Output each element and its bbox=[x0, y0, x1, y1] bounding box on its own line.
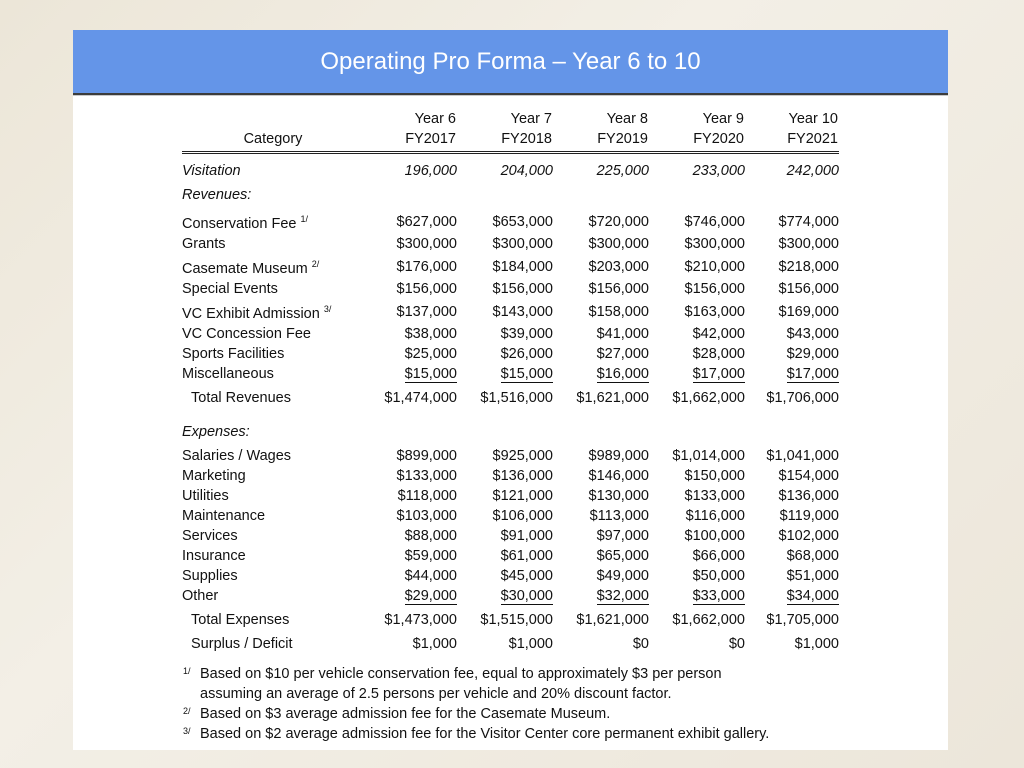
value-cell: $1,041,000 bbox=[766, 448, 839, 464]
value-cell: $300,000 bbox=[492, 236, 553, 252]
row-label: Total Expenses bbox=[191, 612, 290, 628]
value-cell: $146,000 bbox=[588, 468, 649, 484]
value-cell: $746,000 bbox=[684, 213, 745, 230]
year-header: Year 10 bbox=[788, 111, 838, 127]
row-label: Sports Facilities bbox=[182, 346, 285, 362]
footnote-text: Based on $3 average admission fee for the Casemate Museum. bbox=[200, 706, 611, 722]
value-cell: $1,474,000 bbox=[384, 390, 457, 406]
value-cell: $15,000 bbox=[404, 366, 457, 382]
header-fy-row bbox=[182, 130, 839, 150]
row-label: Surplus / Deficit bbox=[191, 636, 293, 652]
value-cell: $300,000 bbox=[588, 236, 649, 252]
value-cell: $68,000 bbox=[786, 548, 839, 564]
value-cell: $137,000 bbox=[396, 303, 457, 320]
section-heading-expenses bbox=[182, 422, 839, 442]
value-cell: $65,000 bbox=[596, 548, 649, 564]
year-header: Year 6 bbox=[414, 111, 456, 127]
value-cell: $106,000 bbox=[492, 508, 553, 524]
row-label: Supplies bbox=[182, 568, 238, 584]
value-cell: $203,000 bbox=[588, 258, 649, 275]
value-cell: $29,000 bbox=[786, 346, 839, 362]
year-header: Year 7 bbox=[510, 111, 552, 127]
value-cell: $156,000 bbox=[396, 281, 457, 297]
table-row bbox=[182, 446, 839, 466]
row-label: Services bbox=[182, 528, 238, 544]
value-cell: $1,000 bbox=[794, 636, 839, 652]
value-cell: $61,000 bbox=[500, 548, 553, 564]
section-heading-revenues bbox=[182, 185, 839, 205]
table-row bbox=[182, 566, 839, 586]
value-cell: $1,473,000 bbox=[384, 612, 457, 628]
table-row bbox=[182, 344, 839, 364]
value-cell: $899,000 bbox=[396, 448, 457, 464]
footnote-marker: 3/ bbox=[323, 304, 332, 314]
table-row bbox=[182, 546, 839, 566]
value-cell: $29,000 bbox=[404, 588, 457, 604]
value-cell: $300,000 bbox=[778, 236, 839, 252]
value-cell: $184,000 bbox=[492, 258, 553, 275]
value-cell: $42,000 bbox=[692, 326, 745, 342]
row-label: Utilities bbox=[182, 488, 229, 504]
value-cell: $1,621,000 bbox=[576, 390, 649, 406]
value-cell: $88,000 bbox=[404, 528, 457, 544]
table-row bbox=[182, 209, 839, 234]
value-cell: $102,000 bbox=[778, 528, 839, 544]
footnote-mark: 2/ bbox=[183, 706, 191, 716]
table-row bbox=[182, 526, 839, 546]
total-revenues-row bbox=[182, 388, 839, 408]
table-row bbox=[182, 466, 839, 486]
value-cell: $1,515,000 bbox=[480, 612, 553, 628]
slide bbox=[73, 30, 948, 750]
value-cell: $16,000 bbox=[596, 366, 649, 382]
row-label: VC Exhibit Admission bbox=[182, 306, 320, 322]
value-cell: $300,000 bbox=[684, 236, 745, 252]
value-cell: $51,000 bbox=[786, 568, 839, 584]
fiscal-year-header: FY2018 bbox=[501, 131, 552, 147]
footnote-marker: 1/ bbox=[300, 214, 308, 224]
value-cell: $34,000 bbox=[786, 588, 839, 604]
value-cell: $17,000 bbox=[786, 366, 839, 382]
row-label: Marketing bbox=[182, 468, 246, 484]
section-label: Revenues: bbox=[182, 187, 252, 203]
value-cell: $17,000 bbox=[692, 366, 745, 382]
total-expenses-row bbox=[182, 610, 839, 630]
footnote-mark: 3/ bbox=[183, 726, 191, 736]
table-row bbox=[182, 279, 839, 299]
value-cell: $156,000 bbox=[492, 281, 553, 297]
value-cell: 204,000 bbox=[500, 163, 553, 179]
value-cell: $163,000 bbox=[684, 303, 745, 320]
row-label: VC Concession Fee bbox=[182, 326, 311, 342]
value-cell: $774,000 bbox=[778, 213, 839, 230]
footnote bbox=[183, 724, 903, 744]
value-cell: $156,000 bbox=[778, 281, 839, 297]
value-cell: 196,000 bbox=[404, 163, 457, 179]
value-cell: $720,000 bbox=[588, 213, 649, 230]
value-cell: $0 bbox=[632, 636, 649, 652]
value-cell: $154,000 bbox=[778, 468, 839, 484]
table-row bbox=[182, 364, 839, 384]
section-label: Expenses: bbox=[182, 424, 250, 440]
value-cell: $66,000 bbox=[692, 548, 745, 564]
value-cell: $44,000 bbox=[404, 568, 457, 584]
value-cell: $33,000 bbox=[692, 588, 745, 604]
value-cell: $210,000 bbox=[684, 258, 745, 275]
value-cell: $91,000 bbox=[500, 528, 553, 544]
value-cell: $27,000 bbox=[596, 346, 649, 362]
footnote-mark: 1/ bbox=[183, 666, 191, 676]
value-cell: $103,000 bbox=[396, 508, 457, 524]
value-cell: $143,000 bbox=[492, 303, 553, 320]
value-cell: $218,000 bbox=[778, 258, 839, 275]
value-cell: $50,000 bbox=[692, 568, 745, 584]
value-cell: $43,000 bbox=[786, 326, 839, 342]
row-label: Grants bbox=[182, 236, 226, 252]
title-bar bbox=[73, 30, 948, 95]
value-cell: 233,000 bbox=[692, 163, 745, 179]
table-row bbox=[182, 234, 839, 254]
table-row bbox=[182, 299, 839, 324]
value-cell: $1,662,000 bbox=[672, 390, 745, 406]
footnote bbox=[183, 664, 903, 684]
value-cell: $1,662,000 bbox=[672, 612, 745, 628]
row-label: Other bbox=[182, 588, 219, 604]
slide-title: Operating Pro Forma – Year 6 to 10 bbox=[320, 48, 701, 75]
value-cell: $156,000 bbox=[588, 281, 649, 297]
row-label: Special Events bbox=[182, 281, 278, 297]
value-cell: $627,000 bbox=[396, 213, 457, 230]
value-cell: $119,000 bbox=[779, 508, 839, 524]
value-cell: $156,000 bbox=[684, 281, 745, 297]
value-cell: $97,000 bbox=[596, 528, 649, 544]
year-header: Year 8 bbox=[606, 111, 648, 127]
row-label: Total Revenues bbox=[191, 390, 291, 406]
value-cell: $1,621,000 bbox=[576, 612, 649, 628]
surplus-deficit-row bbox=[182, 634, 839, 654]
footnote-continuation: assuming an average of 2.5 persons per vehicle and 20% discount factor. bbox=[200, 686, 672, 702]
pro-forma-table bbox=[182, 110, 839, 654]
value-cell: $113,000 bbox=[589, 508, 649, 524]
value-cell: $136,000 bbox=[492, 468, 553, 484]
footnote bbox=[183, 704, 903, 724]
value-cell: $45,000 bbox=[500, 568, 553, 584]
value-cell: $25,000 bbox=[404, 346, 457, 362]
row-label: Miscellaneous bbox=[182, 366, 274, 382]
row-label: Salaries / Wages bbox=[182, 448, 292, 464]
value-cell: $176,000 bbox=[396, 258, 457, 275]
value-cell: $989,000 bbox=[588, 448, 649, 464]
row-label: Maintenance bbox=[182, 508, 266, 524]
value-cell: $1,516,000 bbox=[480, 390, 553, 406]
value-cell: $100,000 bbox=[684, 528, 745, 544]
value-cell: $300,000 bbox=[396, 236, 457, 252]
fiscal-year-header: FY2017 bbox=[405, 131, 456, 147]
value-cell: $653,000 bbox=[492, 213, 553, 230]
value-cell: $39,000 bbox=[500, 326, 553, 342]
value-cell: $133,000 bbox=[684, 488, 745, 504]
value-cell: $0 bbox=[728, 636, 745, 652]
value-cell: $15,000 bbox=[500, 366, 553, 382]
value-cell: $118,000 bbox=[397, 488, 457, 504]
value-cell: $116,000 bbox=[685, 508, 745, 524]
table-row bbox=[182, 254, 839, 279]
value-cell: $32,000 bbox=[596, 588, 649, 604]
row-label: Conservation Fee bbox=[182, 216, 297, 232]
footnote-text: Based on $2 average admission fee for the Visitor Center core permanent exhibit gallery. bbox=[200, 726, 770, 742]
value-cell: $1,000 bbox=[412, 636, 457, 652]
value-cell: $59,000 bbox=[404, 548, 457, 564]
value-cell: $130,000 bbox=[588, 488, 649, 504]
table-row bbox=[182, 486, 839, 506]
value-cell: 225,000 bbox=[596, 163, 649, 179]
value-cell: $1,000 bbox=[508, 636, 553, 652]
fiscal-year-header: FY2019 bbox=[597, 131, 648, 147]
footnote-marker: 2/ bbox=[311, 259, 320, 269]
fiscal-year-header: FY2021 bbox=[787, 131, 838, 147]
value-cell: $38,000 bbox=[404, 326, 457, 342]
value-cell: $49,000 bbox=[596, 568, 649, 584]
category-header: Category bbox=[243, 131, 303, 147]
value-cell: $133,000 bbox=[396, 468, 457, 484]
value-cell: $1,014,000 bbox=[672, 448, 745, 464]
footnotes bbox=[183, 664, 903, 744]
value-cell: $121,000 bbox=[492, 488, 553, 504]
header-year-row bbox=[182, 110, 839, 130]
value-cell: 242,000 bbox=[786, 163, 839, 179]
row-label: Visitation bbox=[182, 163, 241, 179]
value-cell: $925,000 bbox=[492, 448, 553, 464]
table-row bbox=[182, 506, 839, 526]
value-cell: $41,000 bbox=[596, 326, 649, 342]
value-cell: $169,000 bbox=[778, 303, 839, 320]
value-cell: $28,000 bbox=[692, 346, 745, 362]
row-label: Casemate Museum bbox=[182, 261, 308, 277]
fiscal-year-header: FY2020 bbox=[693, 131, 744, 147]
row-label: Insurance bbox=[182, 548, 246, 564]
visitation-row bbox=[182, 161, 839, 181]
value-cell: $136,000 bbox=[778, 488, 839, 504]
value-cell: $150,000 bbox=[684, 468, 745, 484]
value-cell: $158,000 bbox=[588, 303, 649, 320]
value-cell: $26,000 bbox=[500, 346, 553, 362]
value-cell: $30,000 bbox=[500, 588, 553, 604]
value-cell: $1,706,000 bbox=[766, 390, 839, 406]
year-header: Year 9 bbox=[702, 111, 744, 127]
value-cell: $1,705,000 bbox=[766, 612, 839, 628]
footnote-text: Based on $10 per vehicle conservation fee, equal to approximately $3 per person bbox=[200, 666, 722, 682]
table-row bbox=[182, 586, 839, 606]
table-row bbox=[182, 324, 839, 344]
